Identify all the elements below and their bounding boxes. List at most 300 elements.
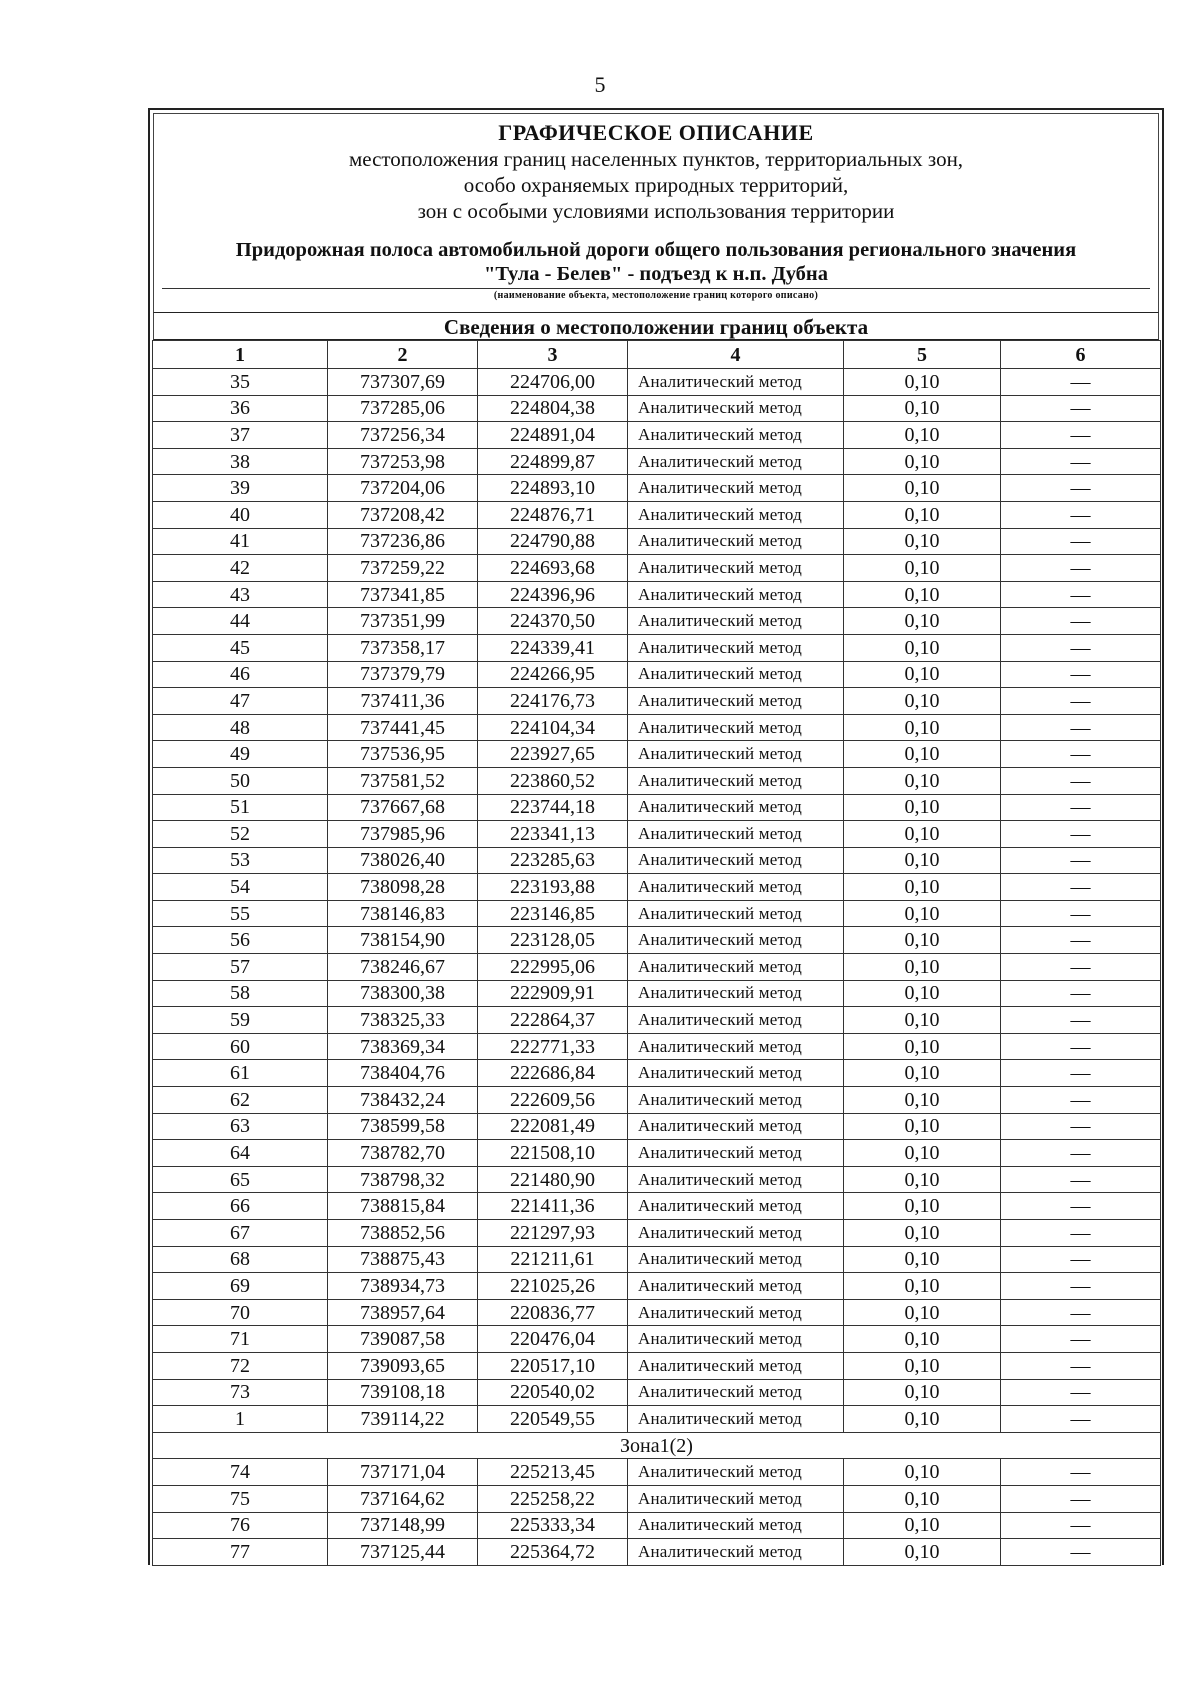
coordinate-x-cell: 738369,34 xyxy=(328,1033,478,1060)
coordinate-y-cell: 224693,68 xyxy=(478,555,628,582)
accuracy-cell: 0,10 xyxy=(844,1113,1001,1140)
description-cell: — xyxy=(1001,1060,1161,1087)
coordinate-y-cell: 224266,95 xyxy=(478,661,628,688)
table-row xyxy=(153,661,1161,688)
method-cell: Аналитический метод xyxy=(628,954,844,981)
accuracy-cell: 0,10 xyxy=(844,422,1001,449)
coordinate-y-cell: 225258,22 xyxy=(478,1485,628,1512)
point-number-cell: 38 xyxy=(153,448,328,475)
point-number-cell: 75 xyxy=(153,1485,328,1512)
description-cell: — xyxy=(1001,608,1161,635)
coordinate-y-cell: 221480,90 xyxy=(478,1166,628,1193)
method-cell: Аналитический метод xyxy=(628,874,844,901)
table-row xyxy=(153,448,1161,475)
coordinate-x-cell: 737204,06 xyxy=(328,475,478,502)
coordinate-x-cell: 738404,76 xyxy=(328,1060,478,1087)
method-cell: Аналитический метод xyxy=(628,608,844,635)
table-row xyxy=(153,634,1161,661)
coordinate-y-cell: 224899,87 xyxy=(478,448,628,475)
column-header: 5 xyxy=(844,341,1001,369)
method-cell: Аналитический метод xyxy=(628,395,844,422)
description-cell: — xyxy=(1001,1379,1161,1406)
table-row xyxy=(153,1459,1161,1486)
description-cell: — xyxy=(1001,555,1161,582)
accuracy-cell: 0,10 xyxy=(844,1539,1001,1566)
description-cell: — xyxy=(1001,1273,1161,1300)
coordinate-x-cell: 737285,06 xyxy=(328,395,478,422)
accuracy-cell: 0,10 xyxy=(844,1459,1001,1486)
description-cell: — xyxy=(1001,767,1161,794)
object-name-line-1: Придорожная полоса автомобильной дороги общего пользования регионального значения xyxy=(235,239,1077,261)
table-row xyxy=(153,581,1161,608)
table-row xyxy=(153,1485,1161,1512)
coordinate-x-cell: 738026,40 xyxy=(328,847,478,874)
accuracy-cell: 0,10 xyxy=(844,821,1001,848)
coordinate-y-cell: 223744,18 xyxy=(478,794,628,821)
description-cell: — xyxy=(1001,821,1161,848)
method-cell: Аналитический метод xyxy=(628,1379,844,1406)
coordinate-y-cell: 224370,50 xyxy=(478,608,628,635)
coordinate-x-cell: 738246,67 xyxy=(328,954,478,981)
zone-row xyxy=(153,1432,1161,1459)
method-cell: Аналитический метод xyxy=(628,1246,844,1273)
coordinate-x-cell: 738934,73 xyxy=(328,1273,478,1300)
coordinate-x-cell: 737667,68 xyxy=(328,794,478,821)
coordinate-y-cell: 225364,72 xyxy=(478,1539,628,1566)
table-row xyxy=(153,847,1161,874)
coordinate-y-cell: 223285,63 xyxy=(478,847,628,874)
coordinates-table-body xyxy=(153,341,1161,1566)
coordinate-y-cell: 220540,02 xyxy=(478,1379,628,1406)
accuracy-cell: 0,10 xyxy=(844,1140,1001,1167)
coordinate-y-cell: 223146,85 xyxy=(478,900,628,927)
description-cell: — xyxy=(1001,1113,1161,1140)
point-number-cell: 71 xyxy=(153,1326,328,1353)
table-header-row xyxy=(153,341,1161,369)
accuracy-cell: 0,10 xyxy=(844,1273,1001,1300)
table-row xyxy=(153,608,1161,635)
coordinate-x-cell: 738875,43 xyxy=(328,1246,478,1273)
table-row xyxy=(153,422,1161,449)
method-cell: Аналитический метод xyxy=(628,528,844,555)
coordinate-y-cell: 222995,06 xyxy=(478,954,628,981)
coordinate-y-cell: 224876,71 xyxy=(478,501,628,528)
table-row xyxy=(153,1512,1161,1539)
table-row xyxy=(153,1087,1161,1114)
coordinate-y-cell: 220836,77 xyxy=(478,1299,628,1326)
coordinate-x-cell: 737164,62 xyxy=(328,1485,478,1512)
accuracy-cell: 0,10 xyxy=(844,927,1001,954)
method-cell: Аналитический метод xyxy=(628,661,844,688)
method-cell: Аналитический метод xyxy=(628,1113,844,1140)
table-row xyxy=(153,688,1161,715)
accuracy-cell: 0,10 xyxy=(844,1512,1001,1539)
coordinate-x-cell: 737253,98 xyxy=(328,448,478,475)
column-header: 2 xyxy=(328,341,478,369)
table-row xyxy=(153,528,1161,555)
description-cell: — xyxy=(1001,528,1161,555)
description-cell: — xyxy=(1001,1087,1161,1114)
point-number-cell: 60 xyxy=(153,1033,328,1060)
accuracy-cell: 0,10 xyxy=(844,1406,1001,1433)
description-cell: — xyxy=(1001,741,1161,768)
method-cell: Аналитический метод xyxy=(628,1326,844,1353)
accuracy-cell: 0,10 xyxy=(844,1087,1001,1114)
coordinate-y-cell: 224396,96 xyxy=(478,581,628,608)
coordinate-y-cell: 221297,93 xyxy=(478,1220,628,1247)
column-header: 6 xyxy=(1001,341,1161,369)
coordinate-y-cell: 222771,33 xyxy=(478,1033,628,1060)
coordinate-y-cell: 220549,55 xyxy=(478,1406,628,1433)
object-caption: (наименование объекта, местоположение границ которого описано) xyxy=(493,290,819,301)
method-cell: Аналитический метод xyxy=(628,1406,844,1433)
accuracy-cell: 0,10 xyxy=(844,1060,1001,1087)
coordinate-y-cell: 224339,41 xyxy=(478,634,628,661)
point-number-cell: 66 xyxy=(153,1193,328,1220)
accuracy-cell: 0,10 xyxy=(844,608,1001,635)
description-cell: — xyxy=(1001,1166,1161,1193)
coordinate-x-cell: 737985,96 xyxy=(328,821,478,848)
coordinate-x-cell: 737208,42 xyxy=(328,501,478,528)
method-cell: Аналитический метод xyxy=(628,741,844,768)
point-number-cell: 74 xyxy=(153,1459,328,1486)
accuracy-cell: 0,10 xyxy=(844,1299,1001,1326)
coordinate-x-cell: 738852,56 xyxy=(328,1220,478,1247)
description-cell: — xyxy=(1001,900,1161,927)
point-number-cell: 1 xyxy=(153,1406,328,1433)
coordinate-y-cell: 221211,61 xyxy=(478,1246,628,1273)
table-row xyxy=(153,1352,1161,1379)
description-cell: — xyxy=(1001,1007,1161,1034)
accuracy-cell: 0,10 xyxy=(844,1166,1001,1193)
accuracy-cell: 0,10 xyxy=(844,1033,1001,1060)
table-row xyxy=(153,1220,1161,1247)
method-cell: Аналитический метод xyxy=(628,1033,844,1060)
coordinate-x-cell: 738325,33 xyxy=(328,1007,478,1034)
point-number-cell: 50 xyxy=(153,767,328,794)
accuracy-cell: 0,10 xyxy=(844,395,1001,422)
point-number-cell: 61 xyxy=(153,1060,328,1087)
coordinate-x-cell: 738957,64 xyxy=(328,1299,478,1326)
document-header xyxy=(148,108,1164,340)
accuracy-cell: 0,10 xyxy=(844,1379,1001,1406)
point-number-cell: 58 xyxy=(153,980,328,1007)
table-row xyxy=(153,794,1161,821)
coordinate-x-cell: 737307,69 xyxy=(328,369,478,396)
coordinates-table xyxy=(152,340,1161,1566)
accuracy-cell: 0,10 xyxy=(844,767,1001,794)
section-title: Сведения о местоположении границ объекта xyxy=(153,312,1159,340)
point-number-cell: 67 xyxy=(153,1220,328,1247)
coordinate-x-cell: 737581,52 xyxy=(328,767,478,794)
point-number-cell: 37 xyxy=(153,422,328,449)
object-name-underline xyxy=(162,288,1150,289)
description-cell: — xyxy=(1001,954,1161,981)
description-cell: — xyxy=(1001,1485,1161,1512)
coordinate-y-cell: 222081,49 xyxy=(478,1113,628,1140)
description-cell: — xyxy=(1001,1299,1161,1326)
coordinate-y-cell: 224790,88 xyxy=(478,528,628,555)
table-row xyxy=(153,927,1161,954)
coordinate-y-cell: 222864,37 xyxy=(478,1007,628,1034)
point-number-cell: 51 xyxy=(153,794,328,821)
table-row xyxy=(153,1539,1161,1566)
coordinate-y-cell: 224804,38 xyxy=(478,395,628,422)
point-number-cell: 64 xyxy=(153,1140,328,1167)
coordinate-y-cell: 221508,10 xyxy=(478,1140,628,1167)
coordinate-y-cell: 223860,52 xyxy=(478,767,628,794)
column-header: 1 xyxy=(153,341,328,369)
accuracy-cell: 0,10 xyxy=(844,794,1001,821)
table-row xyxy=(153,475,1161,502)
description-cell: — xyxy=(1001,794,1161,821)
table-row xyxy=(153,980,1161,1007)
table-row xyxy=(153,1246,1161,1273)
table-row xyxy=(153,874,1161,901)
method-cell: Аналитический метод xyxy=(628,688,844,715)
point-number-cell: 77 xyxy=(153,1539,328,1566)
description-cell: — xyxy=(1001,980,1161,1007)
description-cell: — xyxy=(1001,688,1161,715)
coordinate-y-cell: 223193,88 xyxy=(478,874,628,901)
table-row xyxy=(153,1007,1161,1034)
coordinate-x-cell: 737259,22 xyxy=(328,555,478,582)
accuracy-cell: 0,10 xyxy=(844,501,1001,528)
accuracy-cell: 0,10 xyxy=(844,369,1001,396)
accuracy-cell: 0,10 xyxy=(844,688,1001,715)
point-number-cell: 55 xyxy=(153,900,328,927)
method-cell: Аналитический метод xyxy=(628,1087,844,1114)
description-cell: — xyxy=(1001,581,1161,608)
description-cell: — xyxy=(1001,1512,1161,1539)
table-row xyxy=(153,714,1161,741)
method-cell: Аналитический метод xyxy=(628,1007,844,1034)
accuracy-cell: 0,10 xyxy=(844,1485,1001,1512)
point-number-cell: 54 xyxy=(153,874,328,901)
coordinate-x-cell: 737379,79 xyxy=(328,661,478,688)
table-row xyxy=(153,369,1161,396)
coordinate-x-cell: 737351,99 xyxy=(328,608,478,635)
coordinate-y-cell: 224176,73 xyxy=(478,688,628,715)
coordinate-y-cell: 223128,05 xyxy=(478,927,628,954)
coordinate-x-cell: 737411,36 xyxy=(328,688,478,715)
coordinate-x-cell: 737236,86 xyxy=(328,528,478,555)
coordinate-x-cell: 737125,44 xyxy=(328,1539,478,1566)
point-number-cell: 41 xyxy=(153,528,328,555)
accuracy-cell: 0,10 xyxy=(844,1352,1001,1379)
coordinate-y-cell: 223341,13 xyxy=(478,821,628,848)
point-number-cell: 40 xyxy=(153,501,328,528)
point-number-cell: 49 xyxy=(153,741,328,768)
accuracy-cell: 0,10 xyxy=(844,475,1001,502)
point-number-cell: 62 xyxy=(153,1087,328,1114)
point-number-cell: 53 xyxy=(153,847,328,874)
table-row xyxy=(153,821,1161,848)
coordinate-x-cell: 739108,18 xyxy=(328,1379,478,1406)
description-cell: — xyxy=(1001,634,1161,661)
method-cell: Аналитический метод xyxy=(628,980,844,1007)
table-row xyxy=(153,1113,1161,1140)
accuracy-cell: 0,10 xyxy=(844,1007,1001,1034)
coordinate-x-cell: 737341,85 xyxy=(328,581,478,608)
method-cell: Аналитический метод xyxy=(628,555,844,582)
subtitle-line-3: зон с особыми условиями использования территории xyxy=(417,199,895,223)
subtitle-line-1: местоположения границ населенных пунктов, территориальных зон, xyxy=(348,147,964,171)
description-cell: — xyxy=(1001,1539,1161,1566)
table-row xyxy=(153,1166,1161,1193)
table-row xyxy=(153,1326,1161,1353)
method-cell: Аналитический метод xyxy=(628,821,844,848)
description-cell: — xyxy=(1001,1326,1161,1353)
accuracy-cell: 0,10 xyxy=(844,954,1001,981)
table-row xyxy=(153,954,1161,981)
method-cell: Аналитический метод xyxy=(628,448,844,475)
coordinate-y-cell: 222909,91 xyxy=(478,980,628,1007)
description-cell: — xyxy=(1001,1459,1161,1486)
method-cell: Аналитический метод xyxy=(628,1140,844,1167)
point-number-cell: 56 xyxy=(153,927,328,954)
method-cell: Аналитический метод xyxy=(628,1193,844,1220)
method-cell: Аналитический метод xyxy=(628,900,844,927)
coordinate-x-cell: 739114,22 xyxy=(328,1406,478,1433)
description-cell: — xyxy=(1001,501,1161,528)
accuracy-cell: 0,10 xyxy=(844,634,1001,661)
point-number-cell: 43 xyxy=(153,581,328,608)
description-cell: — xyxy=(1001,369,1161,396)
coordinate-y-cell: 220476,04 xyxy=(478,1326,628,1353)
description-cell: — xyxy=(1001,714,1161,741)
accuracy-cell: 0,10 xyxy=(844,1326,1001,1353)
method-cell: Аналитический метод xyxy=(628,1060,844,1087)
description-cell: — xyxy=(1001,661,1161,688)
point-number-cell: 69 xyxy=(153,1273,328,1300)
accuracy-cell: 0,10 xyxy=(844,847,1001,874)
method-cell: Аналитический метод xyxy=(628,369,844,396)
coordinate-y-cell: 221411,36 xyxy=(478,1193,628,1220)
coordinate-x-cell: 738432,24 xyxy=(328,1087,478,1114)
method-cell: Аналитический метод xyxy=(628,1220,844,1247)
method-cell: Аналитический метод xyxy=(628,1512,844,1539)
accuracy-cell: 0,10 xyxy=(844,448,1001,475)
coordinate-y-cell: 222686,84 xyxy=(478,1060,628,1087)
zone-label: Зона1(2) xyxy=(153,1432,1161,1459)
point-number-cell: 52 xyxy=(153,821,328,848)
point-number-cell: 46 xyxy=(153,661,328,688)
method-cell: Аналитический метод xyxy=(628,794,844,821)
method-cell: Аналитический метод xyxy=(628,422,844,449)
description-cell: — xyxy=(1001,395,1161,422)
coordinate-x-cell: 738599,58 xyxy=(328,1113,478,1140)
point-number-cell: 39 xyxy=(153,475,328,502)
point-number-cell: 68 xyxy=(153,1246,328,1273)
table-row xyxy=(153,501,1161,528)
description-cell: — xyxy=(1001,1193,1161,1220)
description-cell: — xyxy=(1001,448,1161,475)
table-row xyxy=(153,555,1161,582)
coordinate-y-cell: 224891,04 xyxy=(478,422,628,449)
method-cell: Аналитический метод xyxy=(628,1539,844,1566)
method-cell: Аналитический метод xyxy=(628,927,844,954)
table-row xyxy=(153,395,1161,422)
column-header: 4 xyxy=(628,341,844,369)
page-number: 5 xyxy=(594,72,606,97)
point-number-cell: 45 xyxy=(153,634,328,661)
coordinate-x-cell: 738798,32 xyxy=(328,1166,478,1193)
point-number-cell: 42 xyxy=(153,555,328,582)
coordinate-y-cell: 224706,00 xyxy=(478,369,628,396)
coordinate-y-cell: 221025,26 xyxy=(478,1273,628,1300)
accuracy-cell: 0,10 xyxy=(844,900,1001,927)
coordinate-x-cell: 737148,99 xyxy=(328,1512,478,1539)
point-number-cell: 76 xyxy=(153,1512,328,1539)
table-row xyxy=(153,1299,1161,1326)
coordinate-x-cell: 738098,28 xyxy=(328,874,478,901)
description-cell: — xyxy=(1001,1033,1161,1060)
table-row xyxy=(153,1273,1161,1300)
accuracy-cell: 0,10 xyxy=(844,1246,1001,1273)
method-cell: Аналитический метод xyxy=(628,1273,844,1300)
table-row xyxy=(153,1140,1161,1167)
description-cell: — xyxy=(1001,1140,1161,1167)
point-number-cell: 59 xyxy=(153,1007,328,1034)
point-number-cell: 57 xyxy=(153,954,328,981)
coordinate-x-cell: 738815,84 xyxy=(328,1193,478,1220)
coordinate-y-cell: 223927,65 xyxy=(478,741,628,768)
method-cell: Аналитический метод xyxy=(628,1299,844,1326)
method-cell: Аналитический метод xyxy=(628,767,844,794)
coordinate-x-cell: 737171,04 xyxy=(328,1459,478,1486)
accuracy-cell: 0,10 xyxy=(844,661,1001,688)
method-cell: Аналитический метод xyxy=(628,634,844,661)
method-cell: Аналитический метод xyxy=(628,714,844,741)
description-cell: — xyxy=(1001,1352,1161,1379)
accuracy-cell: 0,10 xyxy=(844,874,1001,901)
description-cell: — xyxy=(1001,874,1161,901)
coordinate-y-cell: 224104,34 xyxy=(478,714,628,741)
method-cell: Аналитический метод xyxy=(628,1166,844,1193)
point-number-cell: 65 xyxy=(153,1166,328,1193)
subtitle-line-2: особо охраняемых природных территорий, xyxy=(463,173,849,197)
table-row xyxy=(153,1060,1161,1087)
description-cell: — xyxy=(1001,847,1161,874)
coordinate-x-cell: 739093,65 xyxy=(328,1352,478,1379)
table-row xyxy=(153,767,1161,794)
method-cell: Аналитический метод xyxy=(628,501,844,528)
description-cell: — xyxy=(1001,475,1161,502)
object-name-line-2: "Тула - Белев" - подъезд к н.п. Дубна xyxy=(484,263,828,285)
point-number-cell: 70 xyxy=(153,1299,328,1326)
method-cell: Аналитический метод xyxy=(628,847,844,874)
coordinate-x-cell: 738782,70 xyxy=(328,1140,478,1167)
accuracy-cell: 0,10 xyxy=(844,1193,1001,1220)
method-cell: Аналитический метод xyxy=(628,475,844,502)
point-number-cell: 73 xyxy=(153,1379,328,1406)
accuracy-cell: 0,10 xyxy=(844,741,1001,768)
point-number-cell: 35 xyxy=(153,369,328,396)
column-header: 3 xyxy=(478,341,628,369)
accuracy-cell: 0,10 xyxy=(844,714,1001,741)
coordinate-y-cell: 225333,34 xyxy=(478,1512,628,1539)
coordinate-x-cell: 738146,83 xyxy=(328,900,478,927)
description-cell: — xyxy=(1001,927,1161,954)
header-inner-frame xyxy=(153,113,1159,340)
coordinate-x-cell: 737536,95 xyxy=(328,741,478,768)
point-number-cell: 48 xyxy=(153,714,328,741)
coordinate-x-cell: 737441,45 xyxy=(328,714,478,741)
table-row xyxy=(153,1193,1161,1220)
table-row xyxy=(153,741,1161,768)
table-row xyxy=(153,1379,1161,1406)
